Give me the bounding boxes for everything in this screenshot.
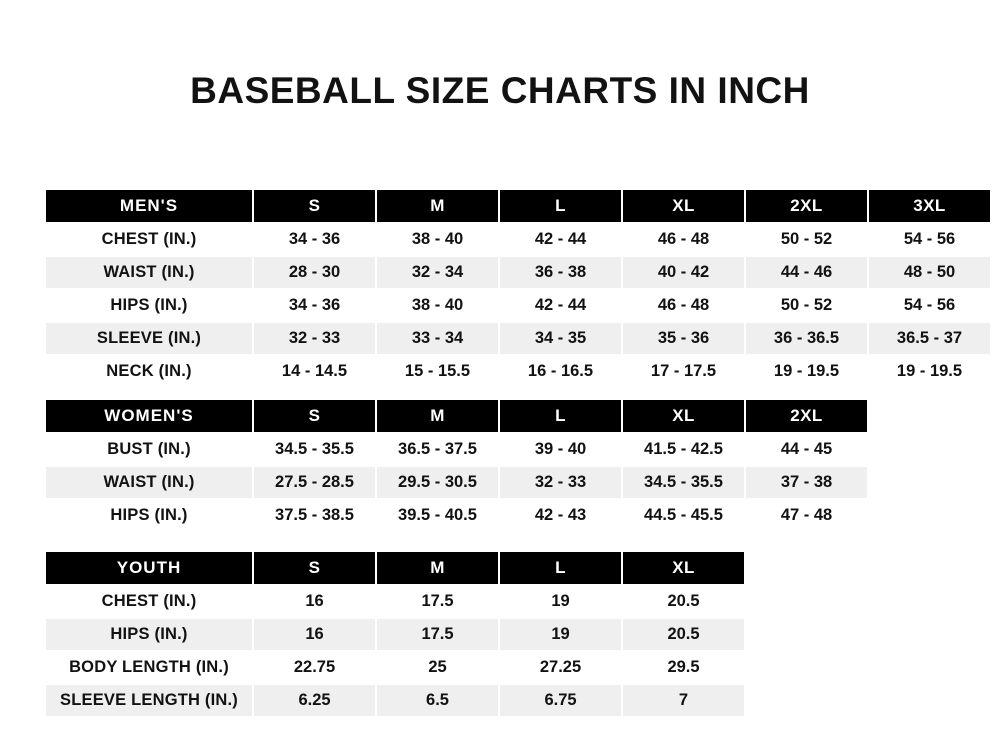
cell: 44 - 45	[745, 433, 868, 466]
mens-header-m: M	[376, 189, 499, 223]
cell: 6.75	[499, 684, 622, 717]
mens-size-table	[44, 188, 992, 389]
youth-header-m: M	[376, 551, 499, 585]
table-row	[45, 355, 991, 388]
cell: 36.5 - 37	[868, 322, 991, 355]
table-row	[45, 651, 745, 684]
row-label: WAIST (IN.)	[45, 466, 253, 499]
cell: 6.25	[253, 684, 376, 717]
cell: 16	[253, 585, 376, 618]
cell: 17.5	[376, 618, 499, 651]
cell: 19 - 19.5	[868, 355, 991, 388]
row-label: HIPS (IN.)	[45, 289, 253, 322]
womens-table-head	[45, 399, 868, 433]
cell: 34.5 - 35.5	[622, 466, 745, 499]
table-header-row	[45, 551, 745, 585]
mens-header-2xl: 2XL	[745, 189, 868, 223]
table-row	[45, 433, 868, 466]
cell: 44 - 46	[745, 256, 868, 289]
row-label: SLEEVE (IN.)	[45, 322, 253, 355]
cell: 25	[376, 651, 499, 684]
cell: 38 - 40	[376, 289, 499, 322]
mens-table-body	[45, 223, 991, 388]
cell: 28 - 30	[253, 256, 376, 289]
cell: 46 - 48	[622, 289, 745, 322]
table-row	[45, 322, 991, 355]
cell: 32 - 33	[253, 322, 376, 355]
cell: 39.5 - 40.5	[376, 499, 499, 532]
womens-header-s: S	[253, 399, 376, 433]
row-label: CHEST (IN.)	[45, 223, 253, 256]
cell: 42 - 44	[499, 289, 622, 322]
cell: 48 - 50	[868, 256, 991, 289]
cell: 44.5 - 45.5	[622, 499, 745, 532]
cell: 37 - 38	[745, 466, 868, 499]
youth-size-table	[44, 550, 746, 718]
youth-table-body	[45, 585, 745, 717]
cell: 14 - 14.5	[253, 355, 376, 388]
womens-header-l: L	[499, 399, 622, 433]
row-label: WAIST (IN.)	[45, 256, 253, 289]
cell: 6.5	[376, 684, 499, 717]
cell: 34.5 - 35.5	[253, 433, 376, 466]
table-row	[45, 223, 991, 256]
table-row	[45, 585, 745, 618]
mens-table-head	[45, 189, 991, 223]
womens-header-label: WOMEN'S	[45, 399, 253, 433]
cell: 50 - 52	[745, 223, 868, 256]
cell: 32 - 34	[376, 256, 499, 289]
youth-header-xl: XL	[622, 551, 745, 585]
table-row	[45, 466, 868, 499]
cell: 37.5 - 38.5	[253, 499, 376, 532]
mens-header-label: MEN'S	[45, 189, 253, 223]
cell: 19 - 19.5	[745, 355, 868, 388]
table-row	[45, 289, 991, 322]
cell: 17 - 17.5	[622, 355, 745, 388]
cell: 47 - 48	[745, 499, 868, 532]
cell: 39 - 40	[499, 433, 622, 466]
cell: 42 - 44	[499, 223, 622, 256]
cell: 19	[499, 618, 622, 651]
cell: 16	[253, 618, 376, 651]
cell: 20.5	[622, 585, 745, 618]
cell: 36 - 36.5	[745, 322, 868, 355]
youth-table-head	[45, 551, 745, 585]
cell: 15 - 15.5	[376, 355, 499, 388]
cell: 54 - 56	[868, 223, 991, 256]
cell: 33 - 34	[376, 322, 499, 355]
youth-header-s: S	[253, 551, 376, 585]
cell: 29.5 - 30.5	[376, 466, 499, 499]
cell: 40 - 42	[622, 256, 745, 289]
table-row	[45, 684, 745, 717]
row-label: HIPS (IN.)	[45, 499, 253, 532]
mens-header-s: S	[253, 189, 376, 223]
table-row	[45, 499, 868, 532]
womens-header-xl: XL	[622, 399, 745, 433]
mens-header-3xl: 3XL	[868, 189, 991, 223]
youth-size-table-container	[44, 550, 746, 718]
cell: 34 - 36	[253, 223, 376, 256]
row-label: BODY LENGTH (IN.)	[45, 651, 253, 684]
cell: 16 - 16.5	[499, 355, 622, 388]
cell: 22.75	[253, 651, 376, 684]
cell: 27.5 - 28.5	[253, 466, 376, 499]
cell: 27.25	[499, 651, 622, 684]
cell: 29.5	[622, 651, 745, 684]
cell: 19	[499, 585, 622, 618]
row-label: SLEEVE LENGTH (IN.)	[45, 684, 253, 717]
cell: 20.5	[622, 618, 745, 651]
table-row	[45, 256, 991, 289]
cell: 50 - 52	[745, 289, 868, 322]
cell: 35 - 36	[622, 322, 745, 355]
row-label: NECK (IN.)	[45, 355, 253, 388]
cell: 17.5	[376, 585, 499, 618]
womens-size-table	[44, 398, 869, 533]
mens-size-table-container	[44, 188, 992, 389]
youth-header-l: L	[499, 551, 622, 585]
cell: 34 - 36	[253, 289, 376, 322]
row-label: HIPS (IN.)	[45, 618, 253, 651]
row-label: CHEST (IN.)	[45, 585, 253, 618]
row-label: BUST (IN.)	[45, 433, 253, 466]
cell: 34 - 35	[499, 322, 622, 355]
mens-header-xl: XL	[622, 189, 745, 223]
cell: 42 - 43	[499, 499, 622, 532]
table-header-row	[45, 189, 991, 223]
cell: 38 - 40	[376, 223, 499, 256]
womens-size-table-container	[44, 398, 869, 533]
cell: 36.5 - 37.5	[376, 433, 499, 466]
cell: 32 - 33	[499, 466, 622, 499]
cell: 36 - 38	[499, 256, 622, 289]
cell: 7	[622, 684, 745, 717]
womens-header-m: M	[376, 399, 499, 433]
youth-header-label: YOUTH	[45, 551, 253, 585]
mens-header-l: L	[499, 189, 622, 223]
page-title: BASEBALL SIZE CHARTS IN INCH	[190, 70, 810, 111]
cell: 41.5 - 42.5	[622, 433, 745, 466]
womens-header-2xl: 2XL	[745, 399, 868, 433]
table-header-row	[45, 399, 868, 433]
cell: 54 - 56	[868, 289, 991, 322]
womens-table-body	[45, 433, 868, 532]
table-row	[45, 618, 745, 651]
cell: 46 - 48	[622, 223, 745, 256]
